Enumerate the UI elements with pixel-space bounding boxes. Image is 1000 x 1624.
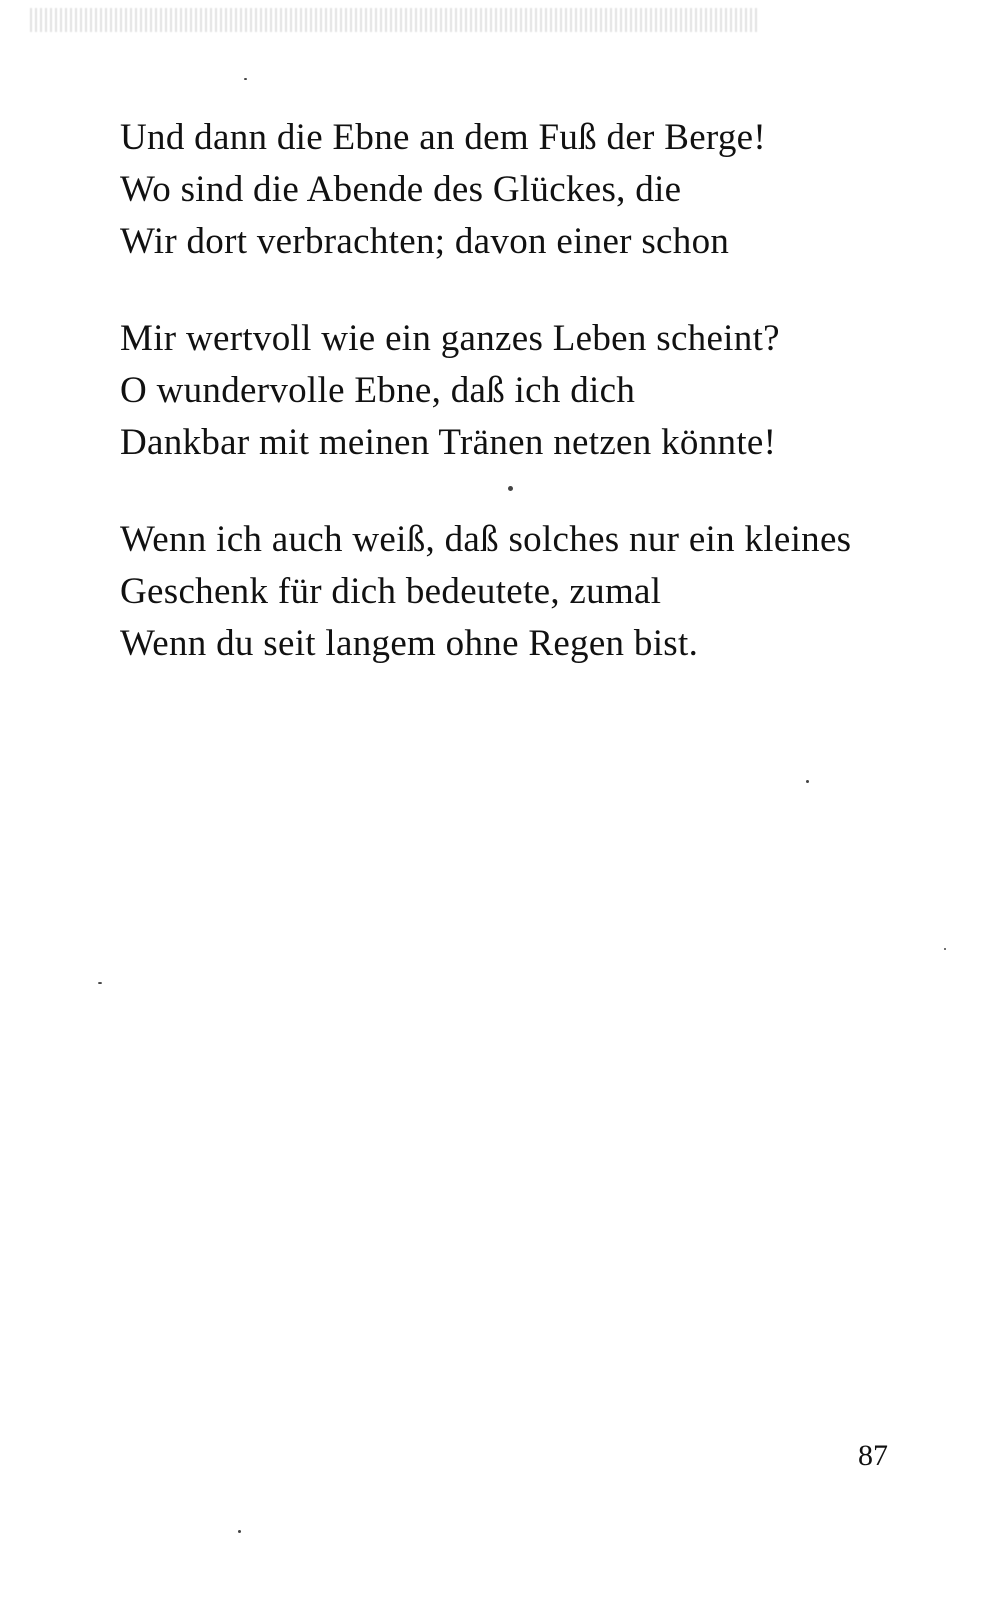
poem-line: Wenn ich auch weiß, daß solches nur ein kleines (120, 519, 852, 560)
poem-body (120, 112, 940, 715)
scan-artifact-strip (30, 8, 760, 32)
scan-speck (98, 982, 102, 984)
scan-speck (244, 78, 247, 80)
poem-line: Und dann die Ebne an dem Fuß der Berge! (120, 117, 767, 158)
poem-line: Wo sind die Abende des Glückes, die (120, 169, 682, 210)
poem-line: Wenn du seit langem ohne Regen bist. (120, 623, 699, 664)
stanza-3 (120, 514, 940, 670)
scan-speck (508, 486, 513, 491)
scan-speck (806, 780, 809, 783)
poem-line: Mir wertvoll wie ein ganzes Leben scheint? (120, 318, 780, 359)
poem-line: Dankbar mit meinen Tränen netzen könnte! (120, 422, 777, 463)
stanza-1 (120, 112, 940, 268)
scan-speck (238, 1530, 241, 1533)
poem-line: Geschenk für dich bedeutete, zumal (120, 571, 662, 612)
stanza-2 (120, 313, 940, 469)
page-number: 87 (858, 1439, 888, 1472)
scan-speck (944, 948, 946, 950)
poem-line: O wundervolle Ebne, daß ich dich (120, 370, 636, 411)
poem-line: Wir dort verbrachten; davon einer schon (120, 221, 730, 262)
